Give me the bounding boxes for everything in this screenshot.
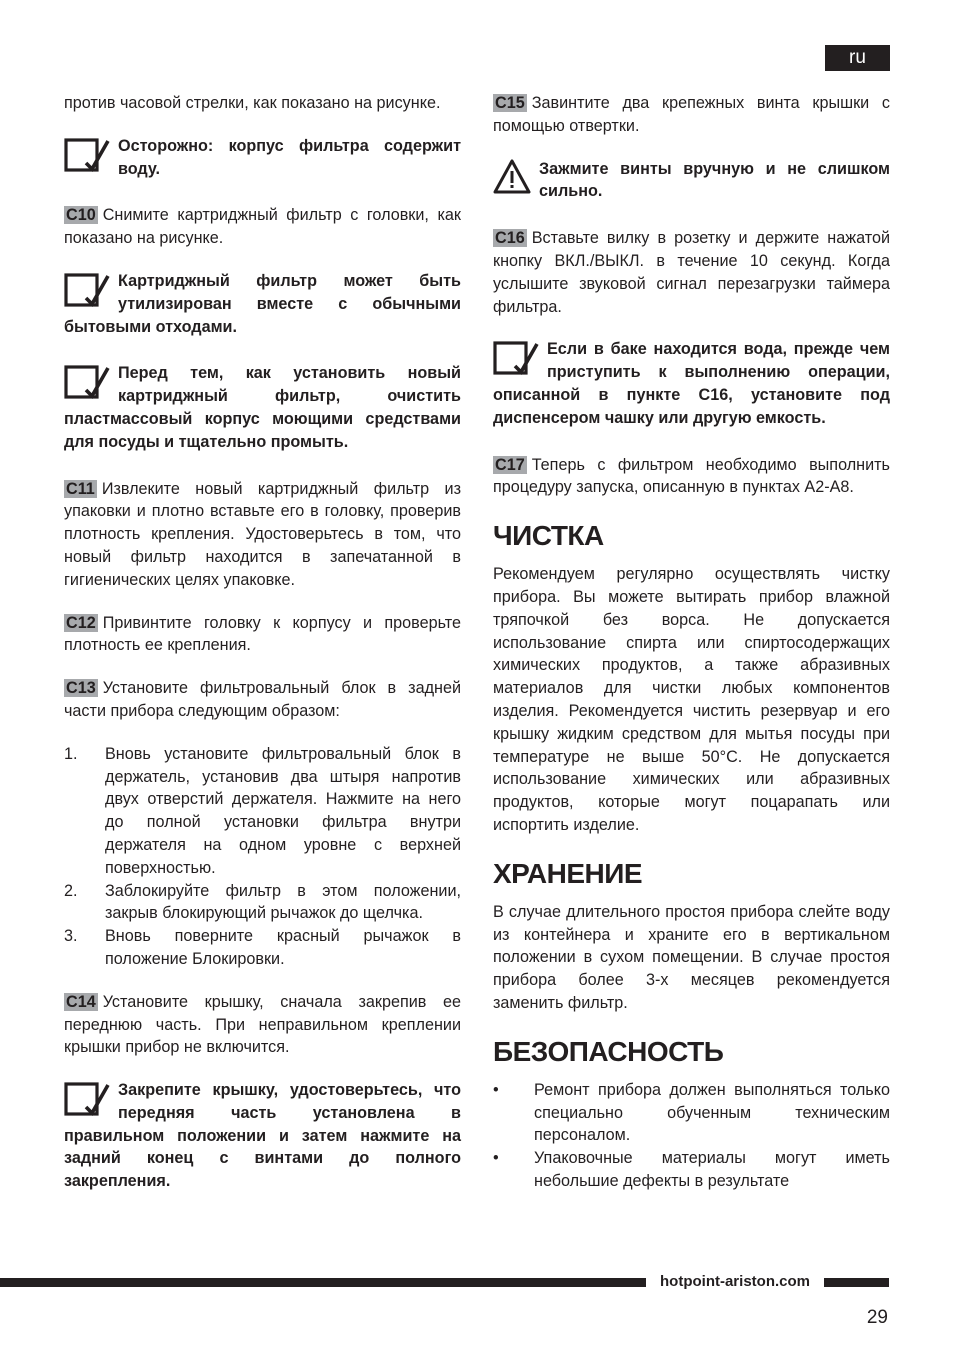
step-c14 [64, 991, 461, 1059]
right-column [493, 92, 890, 1193]
step-c17 [493, 454, 890, 500]
left-column [64, 92, 461, 1217]
section-heading-cleaning: ЧИСТКА [493, 520, 604, 552]
note-block [64, 362, 461, 453]
note-text: Осторожно: корпус фильтра содержит воду. [118, 136, 461, 178]
step-tag: C10 [66, 206, 96, 225]
note-block [64, 1079, 461, 1193]
paragraph: против часовой стрелки, как показано на рисунке. [64, 94, 441, 112]
section-heading-safety: БЕЗОПАСНОСТЬ [493, 1035, 724, 1067]
step-tag: C14 [66, 992, 96, 1011]
list-text: Ремонт прибора должен выполняться только специально обученным техническим персоналом. [534, 1080, 890, 1145]
step-c13 [64, 677, 461, 723]
list-item [64, 880, 461, 926]
bullet-list [493, 1079, 890, 1193]
section-heading-storage: ХРАНЕНИЕ [493, 857, 643, 889]
list-number: 1. [64, 744, 78, 763]
note-text: Перед тем, как установить новый картриджный фильтр, очистить пластмассовый корпус моющими средствами для посуды и тщательно промыть. [64, 364, 461, 451]
list-text: Упаковочные материалы могут иметь небольшие дефекты в результате [534, 1149, 890, 1190]
bullet: • [493, 1149, 499, 1168]
checkbox-note-icon [64, 362, 112, 402]
step-c11 [64, 478, 461, 592]
note-text: Картриджный фильтр может быть утилизирован вместе с обычными бытовыми отходами. [64, 271, 461, 336]
list-text: Заблокируйте фильтр в этом положении, закрыв блокирующий рычажок до щелчка. [105, 881, 461, 923]
step-tag: C11 [66, 479, 95, 498]
list-item [493, 1147, 890, 1193]
note-block [64, 270, 461, 338]
list-text: Вновь поверните красный рычажок в положение Блокировки. [105, 927, 461, 968]
step-c15 [493, 92, 890, 138]
list-item [64, 925, 461, 971]
list-number: 2. [64, 881, 78, 900]
step-text: Установите крышку, сначала закрепив ее переднюю часть. При неправильном креплении крышки прибор не включится. [64, 992, 461, 1057]
paragraph: В случае длительного простоя прибора слейте воду из контейнера и храните его в вертикальном положении в сухом помещении. В случае простоя прибора более 3-х месяцев рекомендуется заменить фильтр. [493, 902, 890, 1012]
list-item [64, 743, 461, 880]
step-text: Теперь с фильтром необходимо выполнить процедуру запуска, описанную в пунктах A2-A8. [493, 455, 890, 497]
list-number: 3. [64, 927, 78, 946]
step-tag: C12 [66, 613, 96, 632]
step-text: Привинтите головку к корпусу и проверьте плотность ее крепления. [64, 613, 461, 655]
step-tag: C15 [495, 94, 525, 112]
step-tag: C13 [66, 679, 96, 698]
step-text: Извлеките новый картриджный фильтр из упаковки и плотно вставьте его в головку, проверив плотность крепления. Удостоверьтесь в том, что новый фильтр находится в запечатанной в гигиенических целях упаковке. [64, 479, 461, 589]
bullet: • [493, 1080, 499, 1099]
note-block [64, 135, 461, 181]
step-text: Снимите картриджный фильтр с головки, как показано на рисунке. [64, 206, 461, 248]
step-text: Вставьте вилку в розетку и держите нажатой кнопку ВКЛ./ВЫКЛ. в течение 10 секунд. Когда услышите звуковой сигнал перезагрузки таймера фильтра. [493, 229, 890, 316]
paragraph: Рекомендуем регулярно осуществлять чистку прибора. Вы можете вытирать прибор влажной тряпочкой без ворса. Не допускается использование спирта или спиртосодержащих химических продуктов, а также абразивных материалов для чистки любых компонентов изделия. Рекомендуется чистить резервуар и его крышку жидким средством для мытья посуды при температуре не выше 50°C. Не допускается использование химических или абразивных продуктов, которые могут поцарапать или испортить изделие. [493, 565, 890, 834]
warning-text: Зажмите винты вручную и не слишком сильно. [539, 159, 890, 201]
step-tag: C17 [495, 455, 525, 474]
numbered-list [64, 743, 461, 971]
footer-rule [0, 1278, 646, 1287]
step-c16 [493, 227, 890, 318]
page-number: 29 [866, 1307, 888, 1328]
language-badge: ru [825, 45, 890, 71]
step-text: Установите фильтровальный блок в задней части прибора следующим образом: [64, 679, 461, 720]
checkbox-note-icon [64, 135, 112, 175]
step-c10 [64, 204, 461, 250]
list-item [493, 1079, 890, 1147]
warning-block [493, 158, 890, 204]
website-link[interactable]: hotpoint-ariston.com [660, 1273, 810, 1290]
note-text: Закрепите крышку, удостоверьтесь, что передняя часть установлена в правильном положении и затем нажмите на задний конец с винтами до полного закрепления. [64, 1081, 461, 1191]
note-block [493, 338, 890, 429]
step-text: Завинтите два крепежных винта крышки с помощью отвертки. [493, 94, 890, 135]
checkbox-note-icon [64, 1079, 112, 1119]
checkbox-note-icon [64, 270, 112, 310]
step-c12 [64, 612, 461, 658]
step-tag: C16 [495, 229, 525, 248]
footer-rule [824, 1278, 889, 1287]
note-text: Если в баке находится вода, прежде чем приступить к выполнению операции, описанной в пункте C16, установите под диспенсером чашку или другую емкость. [493, 340, 890, 427]
list-text: Вновь установите фильтровальный блок в держатель, установив два штыря напротив двух отверстий держателя. Нажмите на него до полной установки фильтра внутри держателя на одном уровне с верхней поверхностью. [105, 744, 461, 877]
checkbox-note-icon [493, 338, 541, 378]
warning-triangle-icon [493, 158, 533, 196]
